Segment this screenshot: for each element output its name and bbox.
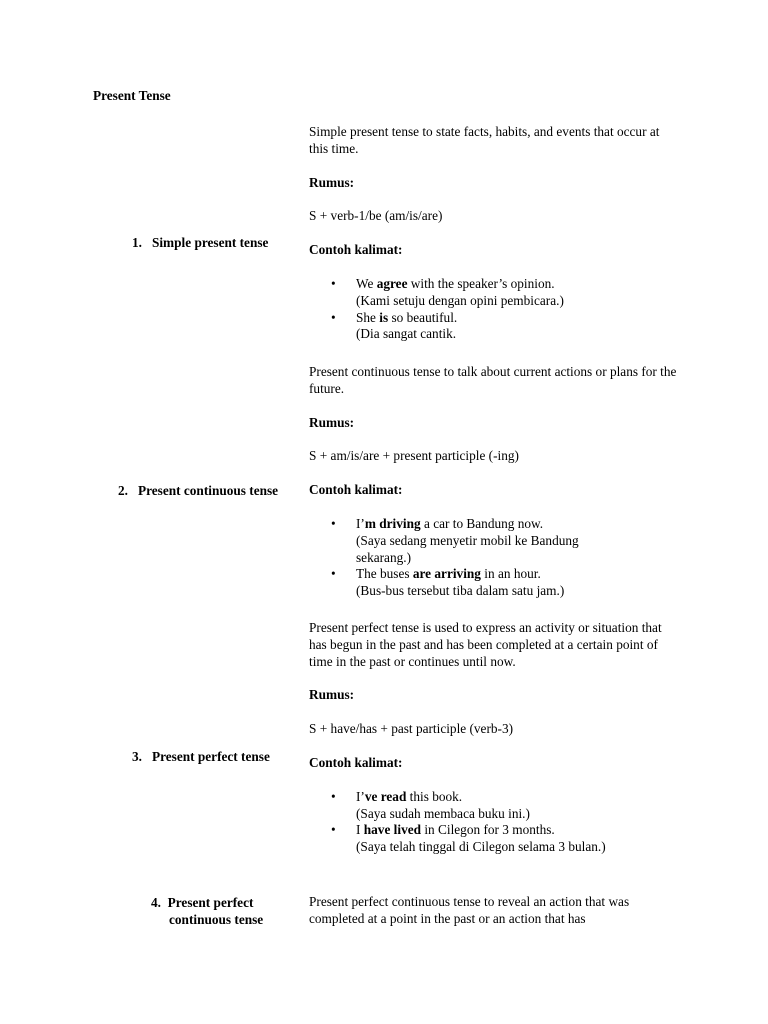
- bullet-icon: •: [331, 566, 336, 582]
- section-number: 1.: [132, 235, 142, 250]
- bullet-icon: •: [331, 275, 336, 291]
- rumus-label: Rumus:: [309, 687, 355, 703]
- section-3-label: [132, 748, 270, 765]
- section-description: Present continuous tense to talk about current actions or plans for the future.: [309, 364, 677, 396]
- example-list: [309, 516, 609, 600]
- rumus-label: Rumus:: [309, 174, 355, 190]
- example-item: [309, 310, 679, 344]
- example-translation: (Kami setuju dengan opini pembicara.): [356, 292, 564, 308]
- example-item: [309, 822, 679, 856]
- example-item: [309, 789, 679, 823]
- example-translation: (Saya sedang menyetir mobil ke Bandung sekarang.): [356, 532, 579, 565]
- example-text: She: [356, 309, 380, 325]
- section-title: Simple present tense: [151, 235, 269, 250]
- section-number: 3.: [132, 749, 142, 764]
- example-item: [309, 276, 679, 310]
- example-text: in Cilegon for 3 months.: [421, 822, 555, 838]
- contoh-label: Contoh kalimat:: [309, 482, 403, 498]
- example-verb: m driving: [364, 515, 421, 531]
- contoh-label: Contoh kalimat:: [309, 754, 403, 770]
- example-verb: are arriving: [412, 566, 481, 582]
- example-text: a car to Bandung now.: [420, 515, 544, 531]
- example-text: this book.: [406, 788, 463, 804]
- example-item: [309, 566, 609, 600]
- example-verb: ve read: [364, 788, 407, 804]
- formula: S + have/has + past participle (verb-3): [309, 721, 514, 737]
- example-translation: (Saya sudah membaca buku ini.): [356, 805, 530, 821]
- rumus-label: Rumus:: [309, 414, 355, 430]
- page-title: Present Tense: [93, 88, 171, 103]
- example-translation: (Bus-bus tersebut tiba dalam satu jam.): [356, 583, 565, 599]
- example-translation: (Dia sangat cantik.: [356, 326, 457, 342]
- example-text: I’: [356, 515, 365, 531]
- example-item: [309, 516, 609, 566]
- example-text: so beautiful.: [388, 309, 458, 325]
- example-verb: agree: [376, 275, 408, 291]
- section-4-label: [151, 894, 263, 928]
- example-verb: is: [379, 309, 389, 325]
- contoh-label: Contoh kalimat:: [309, 242, 403, 258]
- section-number: 4.: [151, 895, 161, 910]
- section-title: Present continuous tense: [137, 483, 279, 498]
- example-text: I’: [356, 788, 365, 804]
- section-description: Present perfect continuous tense to reveal an action that was completed at a point in the past or an action that has: [309, 894, 630, 926]
- formula: S + am/is/are + present participle (-ing): [309, 448, 519, 464]
- section-description: Present perfect tense is used to express an activity or situation that has begun in the past and has been completed at a certain point of time in the past or continues until now.: [309, 620, 662, 669]
- section-description: Simple present tense to state facts, habits, and events that occur at this time.: [309, 124, 660, 156]
- example-list: [309, 789, 679, 856]
- section-title-line2: continuous tense: [169, 912, 264, 927]
- bullet-icon: •: [331, 822, 336, 838]
- section-number: 2.: [118, 483, 128, 498]
- bullet-icon: •: [331, 788, 336, 804]
- example-text: The buses: [356, 566, 413, 582]
- section-3-content: [309, 620, 679, 856]
- section-1-label: [132, 234, 268, 251]
- example-text: I: [356, 822, 364, 838]
- example-text: We: [356, 275, 377, 291]
- example-text: with the speaker’s opinion.: [407, 275, 555, 291]
- formula: S + verb-1/be (am/is/are): [309, 208, 443, 224]
- bullet-icon: •: [331, 309, 336, 325]
- section-2-content: [309, 364, 679, 600]
- bullet-icon: •: [331, 515, 336, 531]
- section-1-content: [309, 124, 679, 343]
- example-translation: (Saya telah tinggal di Cilegon selama 3 bulan.): [356, 839, 606, 855]
- section-2-label: [118, 482, 278, 499]
- example-text: in an hour.: [480, 566, 541, 582]
- section-title: Present perfect tense: [151, 749, 270, 764]
- section-title: Present perfect: [167, 895, 254, 910]
- example-list: [309, 276, 679, 343]
- example-verb: have lived: [363, 822, 422, 838]
- section-4-content: [309, 894, 679, 928]
